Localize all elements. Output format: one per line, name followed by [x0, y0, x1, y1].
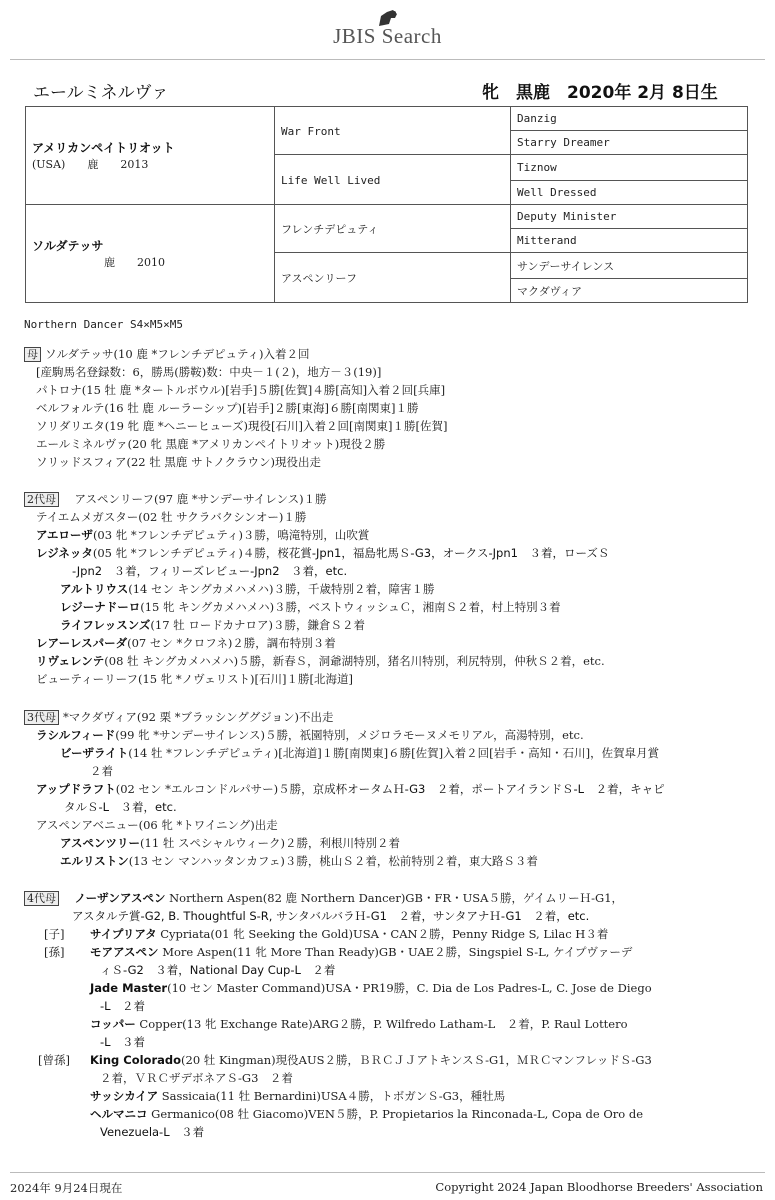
dam-name[interactable]: ソルダテッサ: [32, 239, 104, 253]
sire-dam-name[interactable]: Life Well Lived: [281, 173, 381, 187]
g2-name: アエローザ: [36, 528, 93, 542]
g4-line: ィＳ-G2 ３着，National Day Cup-L ２着: [100, 963, 336, 977]
dam-line: ソリッドスフィア(22 牡 黒鹿 サトノクラウン)現役出走: [36, 455, 322, 469]
section-tag: 母: [24, 347, 41, 362]
dam-dam-cell: [275, 253, 511, 303]
dam-line: ベルフォルテ(16 牡 鹿 ルーラーシップ)[岩手]２勝[東海]６勝[南関東]１勝: [36, 401, 419, 415]
g4-line: Northern Aspen(82 鹿 Northern Dancer)GB・FR・USA５勝，ゲイムリーＨ-G1，: [165, 891, 624, 905]
g3-cell[interactable]: Danzig: [511, 107, 748, 131]
dam-section: [24, 345, 764, 471]
dam-line: [産駒馬名登録数：6，勝馬(勝鞍)数：中央－１(２)，地方－３(19)]: [36, 365, 382, 379]
g4-line: Cypriata(01 牝 Seeking the Gold)USA・CAN２勝，Penny Ridge S, Lilac H３着: [156, 927, 609, 941]
g2-graded-wins: 桜花賞-Jpn1，福島牝馬Ｓ-G3，オークス-Jpn1: [277, 546, 518, 560]
dam-dam-name[interactable]: アスペンリーフ: [281, 271, 358, 285]
g4-line: -L ２着: [100, 999, 146, 1013]
g3-name: アスペンツリー: [60, 836, 141, 850]
g4-name: ノーザンアスペン: [74, 891, 166, 905]
g3-head: *マクダヴィア(92 栗 *ブラッシンググジョン)不出走: [63, 710, 334, 724]
dam-sire-name[interactable]: フレンチデピュティ: [281, 222, 379, 236]
g4-name: King Colorado: [90, 1053, 182, 1067]
g4-line: (20 牡 Kingman)現役AUS２勝，ＢＲＣＪＪアトキンスＳ-G1，ＭＲＣマンフレッドＳ-G3: [181, 1053, 652, 1067]
sire-sire-name[interactable]: War Front: [281, 124, 341, 138]
g3-name: ビーザライト: [60, 746, 129, 760]
g3-line: アスペンアベニュー(06 牝 *トワイニング)出走: [36, 818, 278, 832]
sire-cell: [26, 107, 275, 205]
second-dam-section: [24, 490, 764, 688]
g2-line: -Jpn2 ３着，フィリーズレビュー-Jpn2 ３着，etc.: [72, 564, 348, 578]
g3-line: (99 牝 *サンデーサイレンス)５勝，祇園特別，メジロラモーヌメモリアル，高湯特別，etc.: [115, 728, 584, 742]
g4-prefix: [子]: [44, 927, 65, 941]
g3-cell[interactable]: サンデーサイレンス: [511, 253, 748, 279]
section-tag: 4代母: [24, 891, 59, 906]
dam-sub: 鹿 2010: [104, 256, 165, 269]
g2-name: ライフレッスンズ: [60, 618, 151, 632]
g2-name: レジーナドーロ: [60, 600, 141, 614]
g2-line: (03 牝 *フレンチデピュティ)３勝，鳴滝特別，山吹賞: [92, 528, 370, 542]
dam-line: ソリダリエタ(19 牝 鹿 *ヘニーヒューズ)現役[石川]入着２回[南関東]１勝[佐賀]: [36, 419, 448, 433]
copyright: Copyright 2024 Japan Bloodhorse Breeders' Association: [435, 1180, 763, 1194]
g4-name: モアアスペン: [90, 945, 159, 959]
g3-cell[interactable]: マクダヴィア: [511, 279, 748, 303]
g4-line: アスタルテ賞-G2, B. Thoughtful S-R, サンタバルバラＨ-G1 ２着，サンタアナＨ-G1 ２着，etc.: [72, 909, 590, 923]
header-divider: [10, 59, 765, 60]
g2-line: ビューティーリーフ(15 牝 *ノヴェリスト)[石川]１勝[北海道]: [36, 672, 353, 686]
g3-cell[interactable]: Starry Dreamer: [511, 131, 748, 155]
g3-line: タルＳ-L ３着，etc.: [64, 800, 177, 814]
sire-sub: (USA) 鹿 2013: [32, 158, 149, 171]
dam-sire-cell: [275, 205, 511, 253]
g4-line: More Aspen(11 牝 More Than Ready)GB・UAE２勝，Singspiel S-L, ケイプヴァーデ: [158, 945, 633, 959]
g3-graded-wins: 京成杯オータムＨ-G3: [312, 782, 426, 796]
g4-name: ヘルマニコ: [90, 1107, 148, 1121]
g2-name: レジネッタ: [36, 546, 93, 560]
g2-line: テイエムメガスター(02 牡 サクラバクシンオー)１勝: [36, 510, 307, 524]
g3-line: (13 セン マンハッタンカフェ)３勝，桃山Ｓ２着，松前特別２着，東大路Ｓ３着: [128, 854, 538, 868]
horse-logo-icon: [373, 6, 403, 30]
g3-name: アップドラフト: [36, 782, 116, 796]
horse-sex-color-birth: 牝 黒鹿 2020年 2月 8日生: [482, 83, 718, 103]
g3-cell[interactable]: Deputy Minister: [511, 205, 748, 229]
inbreeding-note: Northern Dancer S4×M5×M5: [24, 318, 183, 331]
g3-line: (11 牡 スペシャルウィーク)２勝，利根川特別２着: [140, 836, 401, 850]
g2-line: (17 牡 ロードカナロア)３勝，鎌倉Ｓ２着: [150, 618, 365, 632]
g4-name: コッパー: [90, 1017, 136, 1031]
g4-line: Sassicaia(11 牡 Bernardini)USA４勝，トボガンＳ-G3，種牡馬: [158, 1089, 506, 1103]
pedigree-table: [25, 106, 748, 303]
g3-cell[interactable]: Tiznow: [511, 155, 748, 181]
g2-head: アスペンリーフ(97 鹿 *サンデーサイレンス)１勝: [74, 492, 327, 506]
fourth-dam-section: [24, 889, 769, 1141]
g3-line: ２着: [90, 764, 113, 778]
g4-line: Germanico(08 牡 Giacomo)VEN５勝，P. Propietarios la Rinconada-L, Copa de Oro de: [147, 1107, 644, 1121]
g2-line: (08 牡 キングカメハメハ)５勝，新春Ｓ，洞爺湖特別，猪名川特別，利尻特別，仲秋Ｓ２着，etc.: [104, 654, 605, 668]
g4-prefix: [曾孫]: [38, 1053, 70, 1067]
g2-name: アルトリウス: [60, 582, 129, 596]
sire-sire-cell: [275, 107, 511, 155]
g2-line: (15 牝 キングカメハメハ)３勝，ベストウィッシュＣ，湘南Ｓ２着，村上特別３着: [140, 600, 561, 614]
g4-name: サイプリアタ: [90, 927, 157, 941]
g2-line: (14 セン キングカメハメハ)３勝，千歳特別２着，障害１勝: [128, 582, 435, 596]
g4-name: サッシカイア: [90, 1089, 159, 1103]
g3-name: ラシルフィード: [36, 728, 116, 742]
g3-name: エルリストン: [60, 854, 129, 868]
section-tag: 3代母: [24, 710, 59, 725]
g3-line: (02 セン *エルコンドルパサー)５勝，: [115, 782, 313, 796]
g3-line: ２着，ポートアイランドＳ-L ２着，キャピ: [425, 782, 665, 796]
g4-prefix: [孫]: [44, 945, 65, 959]
dam-line: ソルダテッサ(10 鹿 *フレンチデピュティ)入着２回: [45, 347, 310, 361]
dam-cell: [26, 205, 275, 303]
third-dam-section: [24, 708, 764, 870]
as-of-date: 2024年 9月24日現在: [10, 1181, 123, 1195]
g3-cell[interactable]: Well Dressed: [511, 181, 748, 205]
sire-name[interactable]: アメリカンペイトリオット: [32, 141, 175, 155]
g3-line: (14 牡 *フレンチデピュティ)[北海道]１勝[南関東]６勝[佐賀]入着２回[岩手・高知・石川]，佐賀皐月賞: [128, 746, 660, 760]
g4-name: Jade Master: [90, 981, 168, 995]
dam-line: パトロナ(15 牡 鹿 *タートルボウル)[岩手]５勝[佐賀]４勝[高知]入着２回[兵庫]: [36, 383, 446, 397]
g4-line: ２着，ＶＲＣザデボネアＳ-G3 ２着: [100, 1071, 293, 1085]
g2-line: (07 セン *クロフネ)２勝，調布特別３着: [127, 636, 336, 650]
footer-divider: [10, 1172, 765, 1173]
g4-line: -L ３着: [100, 1035, 146, 1049]
dam-line: エールミネルヴァ(20 牝 黒鹿 *アメリカンペイトリオット)現役２勝: [36, 437, 386, 451]
g2-name: レアーレスパーダ: [36, 636, 128, 650]
g3-cell[interactable]: Mitterand: [511, 229, 748, 253]
g4-line: (10 セン Master Command)USA・PR19勝，C. Dia de Los Padres-L, C. Jose de Diego: [167, 981, 652, 995]
horse-name: エールミネルヴァ: [33, 83, 169, 103]
sire-dam-cell: [275, 155, 511, 205]
g4-line: Copper(13 牝 Exchange Rate)ARG２勝，P. Wilfredo Latham-L ２着，P. Raul Lottero: [135, 1017, 628, 1031]
site-logo[interactable]: [0, 4, 775, 49]
section-tag: 2代母: [24, 492, 59, 507]
g2-line: (05 牝 *フレンチデピュティ)４勝，: [92, 546, 278, 560]
g4-line: Venezuela-L ３着: [100, 1125, 205, 1139]
logo-text: JBIS Search: [333, 24, 442, 48]
g2-line: ３着，ローズＳ: [517, 546, 610, 560]
g2-name: リヴェレンテ: [36, 654, 105, 668]
